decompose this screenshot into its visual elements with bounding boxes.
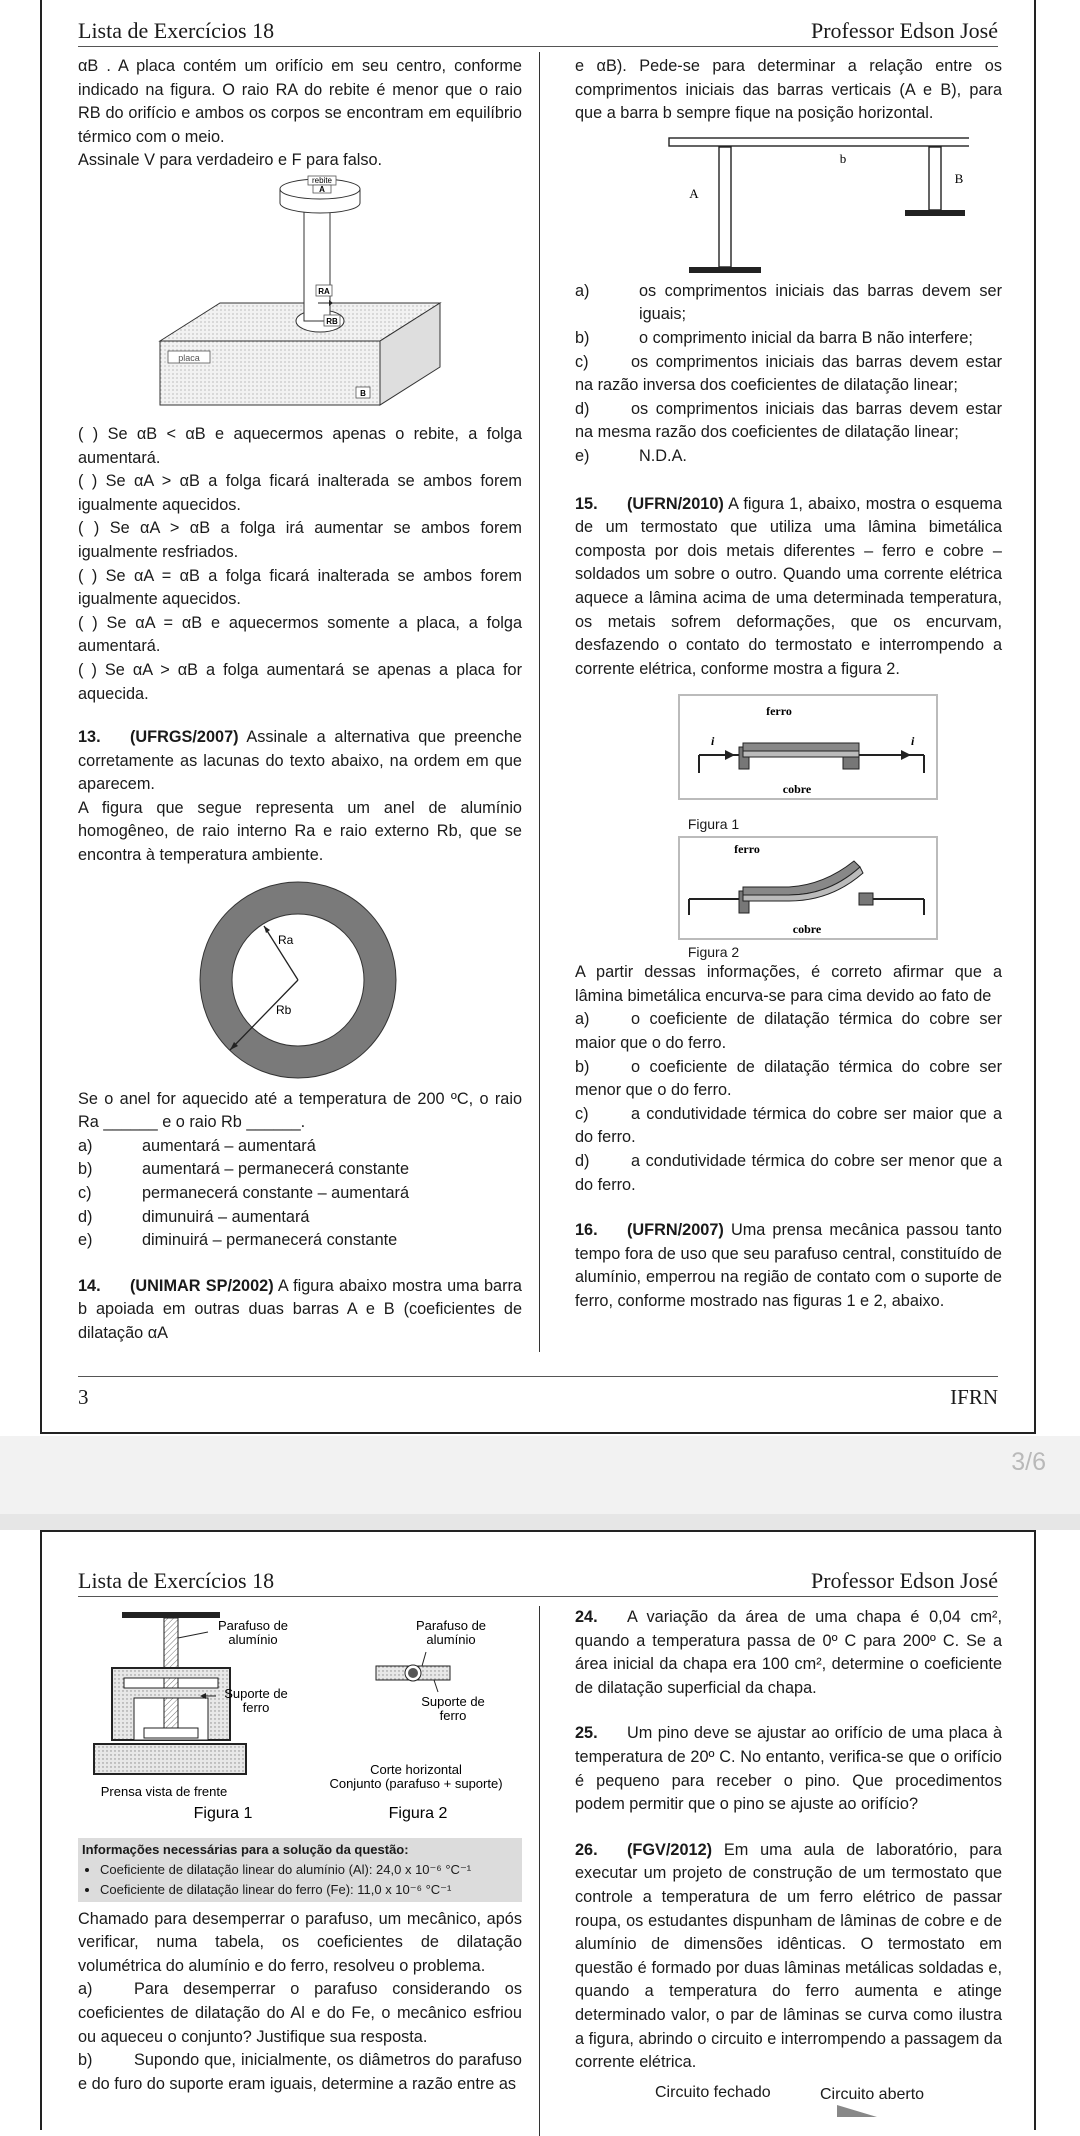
fig-label-parafuso2: alumínio bbox=[426, 1632, 476, 1647]
fig-label-suporte1: ferro bbox=[242, 1700, 270, 1715]
fig1-label-cobre: cobre bbox=[782, 782, 811, 797]
tf-item-3: ( ) Se αA > αB a folga irá aumentar se ambos forem igualmente resfriados. bbox=[78, 519, 522, 561]
opt-text: os comprimentos iniciais das barras devem estar na razão inversa dos coeficientes de dilatação linear; bbox=[575, 352, 1002, 395]
fig1-label-i1: i bbox=[710, 734, 714, 749]
bars-figure bbox=[609, 130, 969, 280]
q15-option-c bbox=[575, 1103, 1002, 1150]
q13-option-b bbox=[78, 1158, 522, 1182]
q16-statement bbox=[575, 1219, 1002, 1313]
fig-label-parafuso2-line1: Parafuso de bbox=[415, 1618, 487, 1633]
q14-text: A figura abaixo mostra uma barra b apoiada em outras duas barras A e B (coeficientes de dilatação αA bbox=[78, 1276, 522, 1342]
footer-institution: IFRN bbox=[950, 1385, 998, 1409]
fig-label-parafuso1-line1: Parafuso de bbox=[217, 1618, 289, 1633]
opt-key: d) bbox=[575, 1152, 590, 1171]
q16-text: Uma prensa mecânica passou tanto tempo fora de uso que seu parafuso central, constituído de alumínio, emperrou na região de contato com o suporte de ferro, conforme mostrado nas figuras 1 e 2, abaixo. bbox=[575, 1221, 1002, 1310]
label-bar-b: b bbox=[839, 150, 846, 166]
label-ra: RA bbox=[318, 286, 330, 296]
ring-label-ra: Ra bbox=[278, 932, 294, 947]
fig2-label-cobre: cobre bbox=[792, 922, 821, 937]
fig-caption-1: Figura 1 bbox=[193, 1805, 253, 1822]
rivet-plate-figure bbox=[120, 173, 480, 423]
circuit-lamina-icon bbox=[837, 2105, 887, 2117]
footer-page-number: 3 bbox=[78, 1385, 89, 1409]
q26-source: (FGV/2012) bbox=[627, 1840, 713, 1859]
q25-text: Um pino deve se ajustar ao orifício de uma placa à temperatura de 20º C. No entanto, verifica-se que o orifício é pequeno para receber o pino. Que procedimentos podem permitir que o pino se ajuste ao orifício? bbox=[575, 1724, 1002, 1814]
opt-key: b) bbox=[575, 328, 590, 347]
opt-text: Supondo que, inicialmente, os diâmetros do parafuso e do furo do suporte eram iguais, determine a razão entre as bbox=[78, 2051, 522, 2093]
header-title: Lista de Exercícios 18 bbox=[78, 18, 275, 43]
left-column bbox=[78, 1606, 522, 2096]
thermostat-figure-1 bbox=[639, 693, 939, 815]
q14-number: 14. bbox=[78, 1276, 101, 1295]
right-column bbox=[575, 1606, 1002, 2115]
q13-number: 13. bbox=[78, 728, 101, 747]
fig-caption-2: Figura 2 bbox=[388, 1805, 448, 1822]
q15-text: A figura 1, abaixo, mostra o esquema de um termostato que utiliza uma lâmina bimetálica composta por dois metais diferentes – ferro e cobre – soldados um sobre o outro. Quando uma corrente elétrica aquece a lâmina acima de uma determinada temperatura, os metais sofrem deformações, que os encurvam, desfazendo o contato do termostato e interrompendo a corrente elétrica, conforme mostra a figura 2. bbox=[575, 494, 1003, 678]
q26-statement bbox=[575, 1839, 1002, 2075]
opt-key: b) bbox=[575, 1057, 590, 1076]
opt-key: a) bbox=[78, 1136, 93, 1155]
page-header bbox=[78, 1568, 998, 1597]
q13-statement bbox=[78, 726, 522, 797]
label-a: A bbox=[319, 184, 325, 194]
page-footer bbox=[78, 1376, 998, 1417]
q13-text: Assinale a alternativa que preenche corretamente as lacunas do texto abaixo, na ordem em que aparecem. bbox=[78, 728, 522, 794]
opt-text: os comprimentos iniciais das barras devem ser iguais; bbox=[639, 281, 1002, 324]
q15-option-b bbox=[575, 1056, 1002, 1103]
q24-text: A variação da área de uma chapa é 0,04 cm², quando a temperatura passa de 0º C para 200º C. Se a área inicial da chapa era 100 cm², determine o coeficiente de dilatação superficial da chapa. bbox=[575, 1608, 1002, 1697]
label-b: B bbox=[360, 388, 366, 398]
fig-label-parafuso1: alumínio bbox=[228, 1632, 278, 1647]
fig1-label-i2: i bbox=[910, 734, 914, 749]
q13-option-a bbox=[78, 1135, 522, 1159]
opt-key: a) bbox=[78, 1980, 93, 1999]
tf-item-6: ( ) Se αA > αB a folga aumentará se apenas a placa for aquecida. bbox=[78, 660, 522, 703]
q14-statement bbox=[78, 1275, 522, 1346]
opt-key: c) bbox=[575, 1104, 589, 1123]
q14-option-e bbox=[575, 445, 1002, 469]
opt-key: d) bbox=[575, 399, 590, 418]
label-placa: placa bbox=[178, 352, 200, 363]
label-bar-a: A bbox=[688, 185, 699, 201]
q13-option-d bbox=[78, 1206, 522, 1230]
q12-instruction: Assinale V para verdadeiro e F para falso. bbox=[78, 151, 383, 170]
opt-text: os comprimentos iniciais das barras devem estar na mesma razão dos coeficientes de dilatação linear; bbox=[575, 399, 1002, 442]
opt-key: d) bbox=[78, 1207, 93, 1226]
label-bar-bb: B bbox=[954, 170, 963, 186]
label-rebite: rebite bbox=[311, 175, 333, 185]
q12-intro: αB . A placa contém um orifício em seu centro, conforme indicado na figura. O raio RA do rebite é menor que o raio RB do orifício e ambos os corpos se encontram em equilíbrio térmico com o meio. bbox=[78, 57, 522, 146]
page-header bbox=[78, 18, 998, 47]
fig-label-corte1: Corte horizontal bbox=[370, 1762, 462, 1777]
opt-text: aumentará – aumentará bbox=[142, 1136, 316, 1155]
fig2-caption: Figura 2 bbox=[687, 944, 740, 961]
opt-text: N.D.A. bbox=[639, 446, 687, 465]
fig2-label-ferro: ferro bbox=[733, 842, 760, 857]
opt-text: o comprimento inicial da barra B não interfere; bbox=[639, 328, 973, 347]
column-divider bbox=[539, 52, 540, 1352]
q15-text2: A partir dessas informações, é correto afirmar que a lâmina bimetálica encurva-se para cima devido ao fato de bbox=[575, 963, 1002, 1005]
opt-key: c) bbox=[575, 352, 589, 371]
opt-text: permanecerá constante – aumentará bbox=[142, 1184, 409, 1203]
q14-option-d bbox=[575, 398, 1002, 445]
q24-statement bbox=[575, 1606, 1002, 1700]
opt-key: a) bbox=[575, 281, 590, 300]
q15-option-a bbox=[575, 1008, 1002, 1055]
q16-number: 16. bbox=[575, 1221, 598, 1240]
opt-key: c) bbox=[78, 1184, 92, 1203]
tf-item-2: ( ) Se αA > αB a folga ficará inalterada se ambos forem igualmente aquecidos. bbox=[78, 472, 522, 514]
fig-label-suporte2-line1: Suporte de bbox=[421, 1694, 485, 1709]
info-item-fe: • Coeficiente de dilatação linear do ferro (Fe): 11,0 x 10⁻⁶ °C⁻¹ bbox=[100, 1880, 518, 1900]
opt-key: b) bbox=[78, 2051, 93, 2070]
fig-label-suporte1-line1: Suporte de bbox=[224, 1686, 288, 1701]
fig1-caption: Figura 1 bbox=[687, 816, 740, 833]
q15-source: (UFRN/2010) bbox=[627, 494, 724, 513]
opt-text: a condutividade térmica do cobre ser maior que a do ferro. bbox=[575, 1104, 1002, 1147]
page-3 bbox=[40, 0, 1036, 1434]
q13-source: (UFRGS/2007) bbox=[130, 728, 239, 747]
page-indicator: 3/6 bbox=[1011, 1448, 1046, 1476]
fig-label-corte2: Conjunto (parafuso + suporte) bbox=[329, 1776, 503, 1791]
fig-label-prensa: Prensa vista de frente bbox=[100, 1784, 228, 1799]
tf-item-4: ( ) Se αA = αB a folga ficará inalterada se ambos forem igualmente aquecidos. bbox=[78, 566, 522, 609]
page-gap bbox=[0, 1436, 1080, 1530]
q13-option-c bbox=[78, 1182, 522, 1206]
label-rb: RB bbox=[326, 316, 338, 326]
opt-key: e) bbox=[78, 1231, 93, 1250]
tf-item-1: ( ) Se αB < αB e aquecermos apenas o rebite, a folga aumentará. bbox=[78, 424, 522, 467]
header-title: Lista de Exercícios 18 bbox=[78, 1568, 275, 1593]
thermostat-figure-2 bbox=[639, 835, 939, 943]
opt-text: aumentará – permanecerá constante bbox=[142, 1160, 409, 1179]
q13-text3: Se o anel for aquecido até a temperatura de 200 ºC, o raio Ra ______ e o raio Rb ______. bbox=[78, 1089, 522, 1132]
q16-text: Chamado para desemperrar o parafuso, um mecânico, após verificar, numa tabela, os coeficientes de dilatação volumétrica do alumínio e do ferro, resolveu o problema. bbox=[78, 1909, 522, 1975]
q25-number: 25. bbox=[575, 1724, 598, 1743]
left-column bbox=[78, 55, 522, 1346]
opt-key: e) bbox=[575, 446, 590, 465]
fig1-label-ferro: ferro bbox=[765, 704, 792, 719]
right-column bbox=[575, 55, 1002, 1314]
fig-label-suporte2: ferro bbox=[439, 1708, 467, 1723]
ring-label-rb: Rb bbox=[276, 1002, 292, 1017]
tf-item-5: ( ) Se αA = αB e aquecermos somente a placa, a folga aumentará. bbox=[78, 613, 522, 656]
q14-option-b bbox=[575, 327, 1002, 351]
header-author: Professor Edson José bbox=[811, 18, 998, 43]
circuit-closed-label: Circuito fechado bbox=[655, 2083, 771, 2101]
q14-option-a bbox=[575, 280, 1002, 327]
q24-number: 24. bbox=[575, 1608, 598, 1626]
q16-option-b bbox=[78, 2049, 522, 2096]
opt-key: b) bbox=[78, 1160, 93, 1179]
column-divider bbox=[539, 1606, 540, 2136]
press-figure bbox=[78, 1606, 522, 1826]
opt-text: o coeficiente de dilatação térmica do cobre ser menor que o do ferro. bbox=[575, 1057, 1002, 1100]
q13-option-e bbox=[78, 1229, 522, 1253]
q15-option-d bbox=[575, 1150, 1002, 1197]
q15-statement bbox=[575, 493, 1002, 682]
opt-text: a condutividade térmica do cobre ser menor que a do ferro. bbox=[575, 1152, 1002, 1194]
info-item-al: • Coeficiente de dilatação linear do alumínio (Al): 24,0 x 10⁻⁶ °C⁻¹ bbox=[100, 1860, 518, 1880]
info-title: Informações necessárias para a solução da questão: bbox=[82, 1841, 409, 1857]
page-4 bbox=[40, 1530, 1036, 2130]
header-author: Professor Edson José bbox=[811, 1568, 998, 1593]
opt-key: a) bbox=[575, 1010, 590, 1029]
q14-continued: e αB). Pede-se para determinar a relação entre os comprimentos iniciais das barras verticais (A e B), para que a barra b sempre fique na posição horizontal. bbox=[575, 57, 1002, 123]
opt-text: Para desemperrar o parafuso considerando os coeficientes de dilatação do Al e do Fe, o mecânico esfriou ou aqueceu o conjunto? Justifique sua resposta. bbox=[78, 1980, 522, 2046]
q15-number: 15. bbox=[575, 494, 598, 513]
q13-text2: A figura que segue representa um anel de alumínio homogêneo, de raio interno Ra e raio externo Rb, que se encontra à temperatura ambiente. bbox=[78, 798, 522, 865]
q16-source: (UFRN/2007) bbox=[627, 1221, 724, 1240]
info-box bbox=[78, 1838, 522, 1902]
opt-text: o coeficiente de dilatação térmica do cobre ser maior que o do ferro. bbox=[575, 1010, 1002, 1053]
q14-source: (UNIMAR SP/2002) bbox=[130, 1276, 274, 1295]
page-separator-band bbox=[0, 1514, 1080, 1530]
q26-number: 26. bbox=[575, 1840, 598, 1859]
circuit-labels bbox=[575, 2075, 1002, 2115]
ring-figure bbox=[198, 880, 418, 1080]
q14-option-c bbox=[575, 351, 1002, 398]
opt-text: dimunuirá – aumentará bbox=[142, 1207, 310, 1226]
opt-text: diminuirá – permanecerá constante bbox=[142, 1231, 398, 1250]
q16-option-a bbox=[78, 1978, 522, 2049]
circuit-open-label: Circuito aberto bbox=[820, 2085, 925, 2103]
q25-statement bbox=[575, 1722, 1002, 1816]
q26-text: Em uma aula de laboratório, para executar um projeto de construção de um termostato que controle a temperatura de um ferro elétrico de passar roupa, os estudantes dispunham de lâminas de cobre e de alumínio de dimensões idênticas. O termostato em questão é formado por duas lâminas metálicas soldadas e, quando a temperatura do ferro aumenta e atinge determinado valor, o par de lâminas se curva como ilustra a figura, abrindo o circuito e interrompendo a passagem da corrente elétrica. bbox=[575, 1840, 1002, 2072]
